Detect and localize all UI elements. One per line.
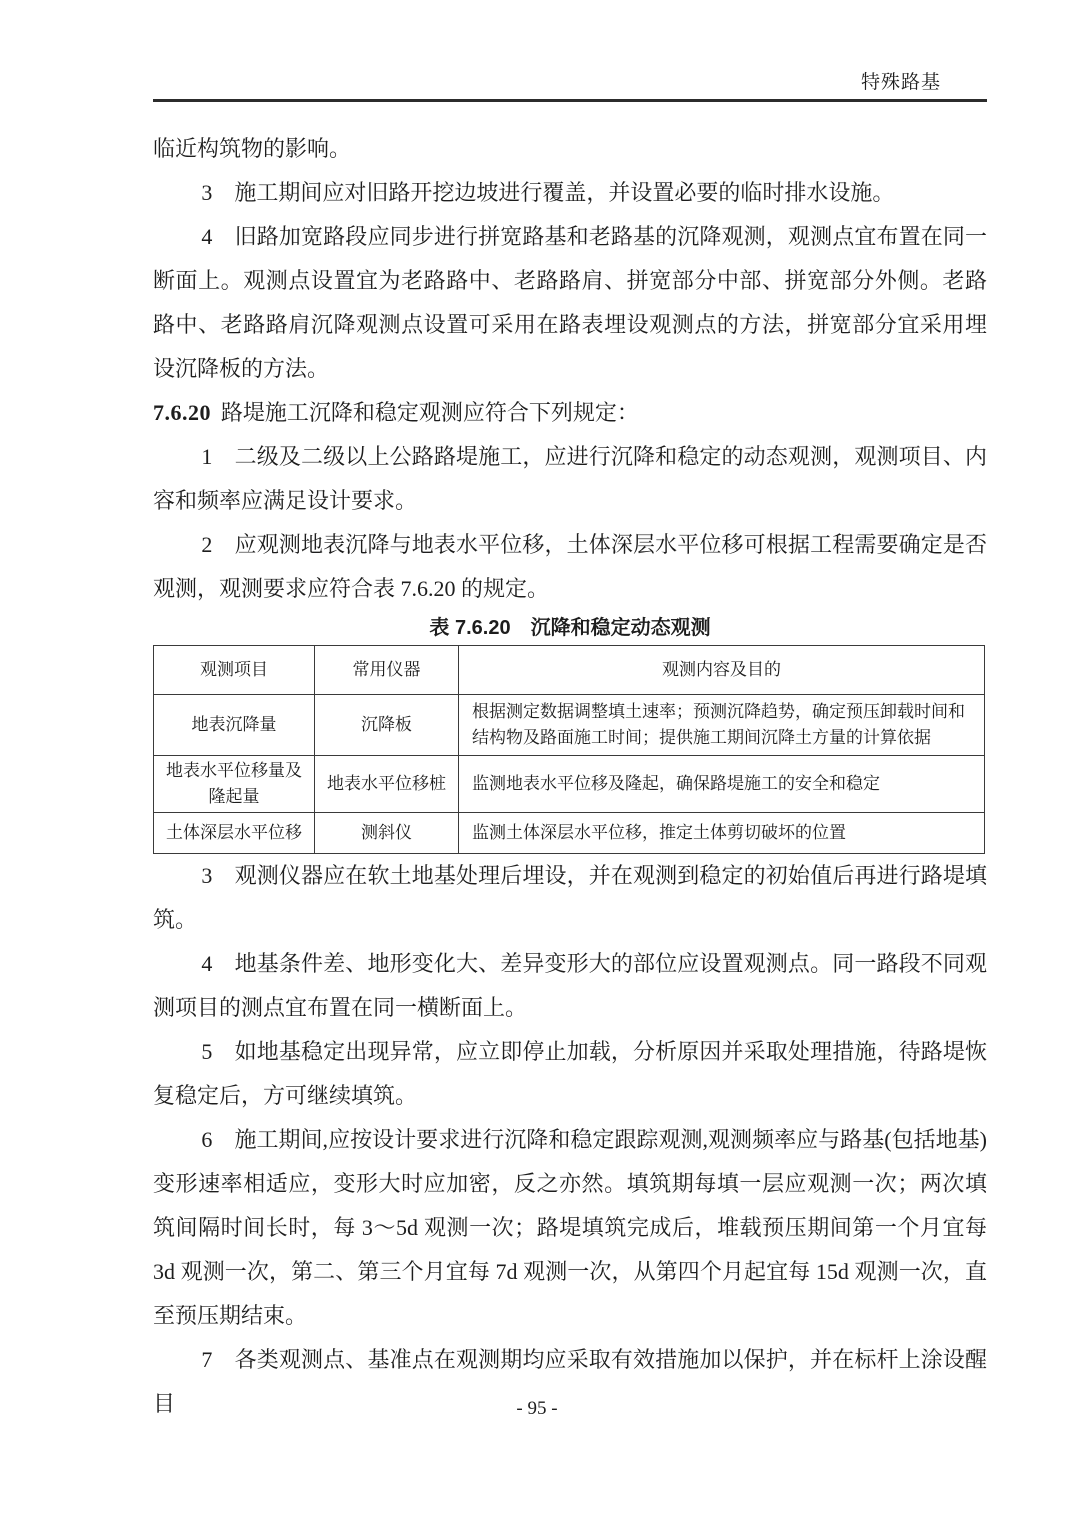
section-item-2: 2 应观测地表沉降与地表水平位移，土体深层水平位移可根据工程需要确定是否观测，观测要求应符合表 7.6.20 的规定。 [153, 532, 987, 601]
page-number: - 95 - [516, 1398, 558, 1419]
table-cell: 地表沉降量 [154, 695, 315, 756]
table-header-cell: 观测项目 [154, 646, 315, 695]
section-heading [153, 391, 987, 435]
section-item-6: 6 施工期间,应按设计要求进行沉降和稳定跟踪观测,观测频率应与路基(包括地基)变形速率相适应，变形大时应加密，反之亦然。填筑期每填一层应观测一次；两次填筑间隔时间长时，每 3～5d 观测一次；路堤填筑完成后，堆载预压期间第一个月宜每 3d 观测一次，第二、第三个月宜每 7d 观测一次，从第四个月起宜每 15d 观测一次，直至预压期结束。 [153, 1127, 987, 1328]
paragraph-item-3: 3 施工期间应对旧路开挖边坡进行覆盖，并设置必要的临时排水设施。 [201, 180, 895, 205]
table-cell: 测斜仪 [315, 813, 459, 854]
table-row [154, 756, 985, 813]
section-title: 路堤施工沉降和稳定观测应符合下列规定： [220, 400, 639, 425]
table-caption: 表 7.6.20 沉降和稳定动态观测 [429, 617, 711, 639]
section-item-5: 5 如地基稳定出现异常，应立即停止加载，分析原因并采取处理措施，待路堤恢复稳定后，方可继续填筑。 [153, 1039, 987, 1108]
header-rule-divider [153, 99, 987, 102]
page-header [153, 0, 987, 102]
section-item-3: 3 观测仪器应在软土地基处理后埋设，并在观测到稳定的初始值后再进行路堤填筑。 [153, 863, 987, 932]
paragraph-item-4: 4 旧路加宽路段应同步进行拼宽路基和老路基的沉降观测，观测点宜布置在同一断面上。观测点设置宜为老路路中、老路路肩、拼宽部分中部、拼宽部分外侧。老路路中、老路路肩沉降观测点设置可采用在路表埋设观测点的方法，拼宽部分宜采用埋设沉降板的方法。 [153, 224, 987, 381]
section-item-1: 1 二级及二级以上公路路堤施工，应进行沉降和稳定的动态观测，观测项目、内容和频率应满足设计要求。 [153, 444, 987, 513]
page-content [153, 0, 987, 1426]
table-row [154, 813, 985, 854]
section-number: 7.6.20 [153, 400, 211, 425]
table-cell: 监测土体深层水平位移，推定土体剪切破坏的位置 [459, 813, 985, 854]
table-header-cell: 观测内容及目的 [459, 646, 985, 695]
table-cell: 监测地表水平位移及隆起，确保路堤施工的安全和稳定 [459, 756, 985, 813]
table-cell: 沉降板 [315, 695, 459, 756]
table-cell: 地表水平位移量及隆起量 [154, 756, 315, 813]
table-header-row [154, 646, 985, 695]
observation-table [153, 645, 985, 854]
table-cell: 地表水平位移桩 [315, 756, 459, 813]
section-item-4: 4 地基条件差、地形变化大、差异变形大的部位应设置观测点。同一路段不同观测项目的测点宜布置在同一横断面上。 [153, 951, 987, 1020]
section-item-7: 7 各类观测点、基准点在观测期均应采取有效措施加以保护，并在标杆上涂设醒目 [153, 1347, 987, 1416]
table-row [154, 695, 985, 756]
paragraph-continuation: 临近构筑物的影响。 [153, 136, 352, 161]
table-header-cell: 常用仪器 [315, 646, 459, 695]
running-head-title: 特殊路基 [860, 72, 941, 93]
table-cell: 土体深层水平位移 [154, 813, 315, 854]
table-cell: 根据测定数据调整填土速率；预测沉降趋势，确定预压卸载时间和结构物及路面施工时间；提供施工期间沉降土方量的计算依据 [459, 695, 985, 756]
body-text [153, 127, 987, 1426]
